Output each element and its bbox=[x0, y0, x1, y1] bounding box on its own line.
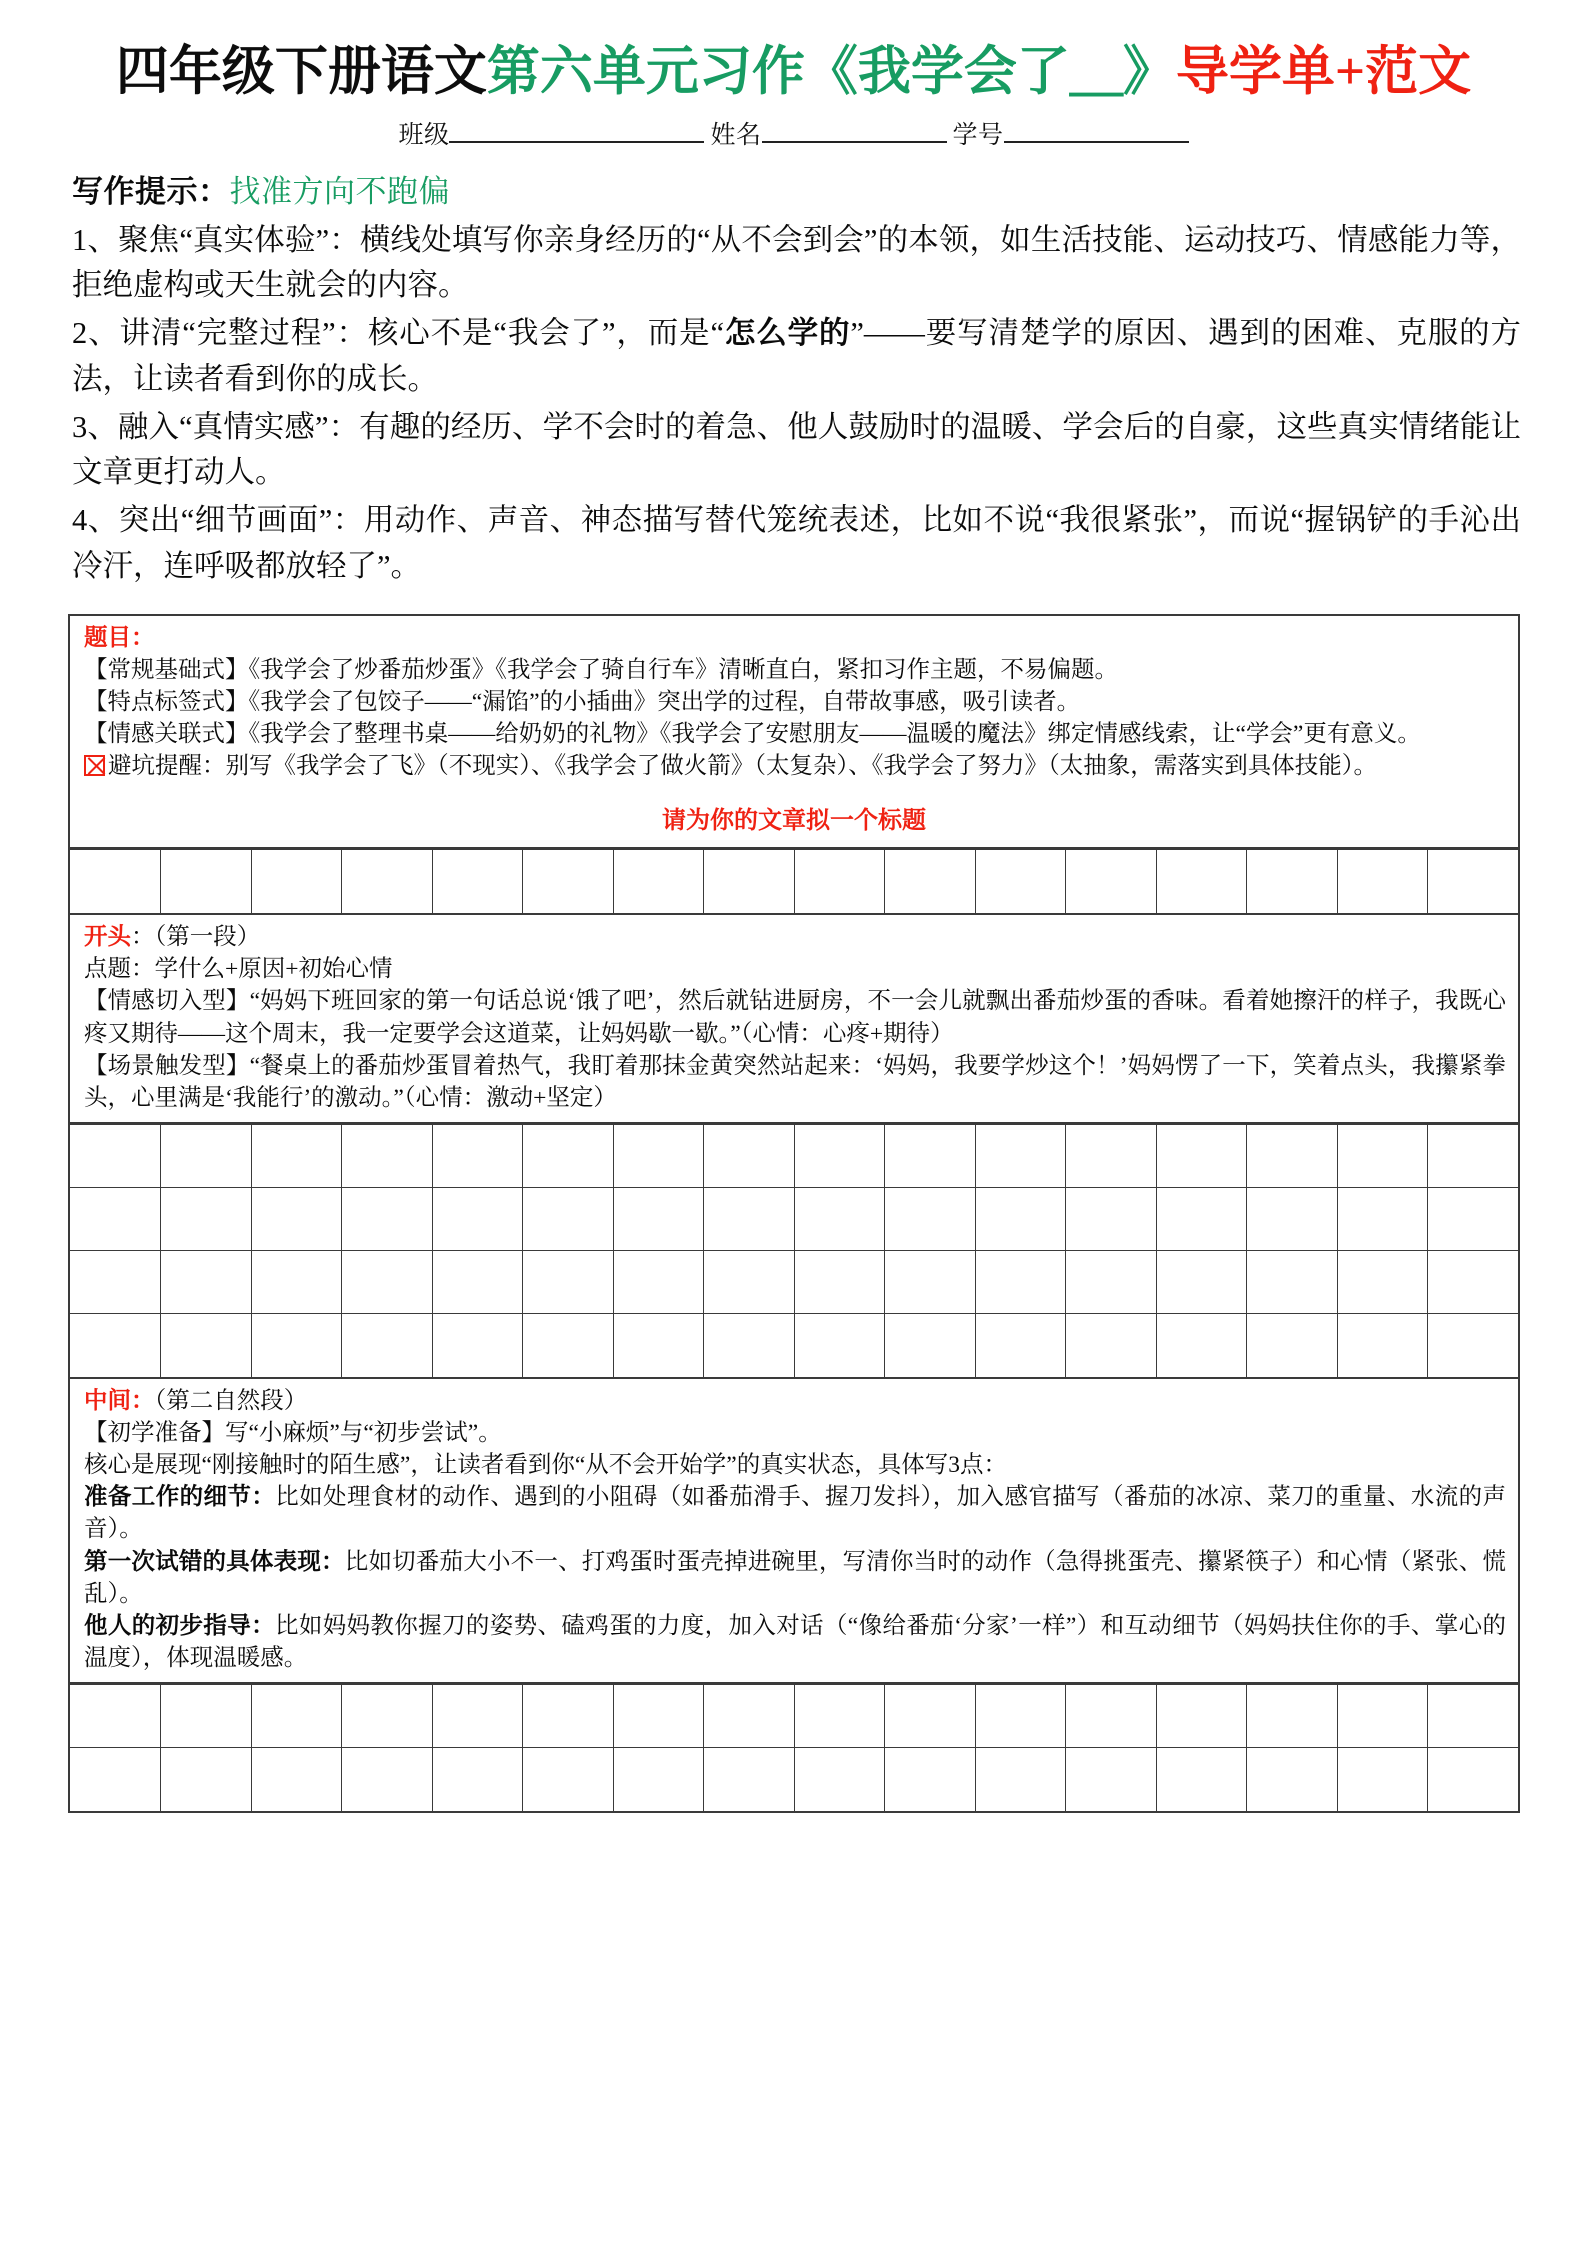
grid-cell[interactable] bbox=[613, 1685, 704, 1748]
grid-cell[interactable] bbox=[975, 1314, 1066, 1377]
grid-cell[interactable] bbox=[704, 1188, 795, 1251]
grid-cell[interactable] bbox=[1337, 1251, 1428, 1314]
grid-cell[interactable] bbox=[523, 850, 614, 913]
title-section-label: 题目： bbox=[84, 624, 155, 651]
grid-cell[interactable] bbox=[342, 1251, 433, 1314]
grid-cell[interactable] bbox=[794, 850, 885, 913]
opening-section-body bbox=[70, 915, 1518, 1122]
middle-bullet-3-body: 比如妈妈教你握刀的姿势、磕鸡蛋的力度，加入对话（“像给番茄‘分家’一样”）和互动细节（妈妈扶住你的手、掌心的温度），体现温暖感。 bbox=[84, 1612, 1506, 1672]
grid-cell[interactable] bbox=[613, 850, 704, 913]
grid-cell[interactable] bbox=[794, 1314, 885, 1377]
grid-cell[interactable] bbox=[1156, 1314, 1247, 1377]
middle-section-heading bbox=[84, 1385, 1506, 1417]
grid-cell[interactable] bbox=[432, 1314, 523, 1377]
grid-cell[interactable] bbox=[161, 1748, 252, 1811]
middle-section-line-1: 【初学准备】写“小麻烦”与“初步尝试”。 bbox=[84, 1419, 502, 1446]
title-part-black: 四年级下册语文 bbox=[115, 43, 487, 101]
title-section bbox=[70, 616, 1518, 915]
grid-cell[interactable] bbox=[432, 1251, 523, 1314]
grid-cell[interactable] bbox=[70, 1685, 161, 1748]
grid-cell[interactable] bbox=[161, 1685, 252, 1748]
grid-cell[interactable] bbox=[885, 1314, 976, 1377]
title-section-line-3: 【情感关联式】《我学会了整理书桌——给奶奶的礼物》《我学会了安慰朋友——温暖的魔法》绑定情感线索，让“学会”更有意义。 bbox=[84, 721, 1421, 748]
grid-cell[interactable] bbox=[704, 1685, 795, 1748]
grid-cell[interactable] bbox=[1156, 1748, 1247, 1811]
grid-cell[interactable] bbox=[1066, 1125, 1157, 1188]
grid-cell[interactable] bbox=[1337, 1685, 1428, 1748]
opening-section-line-2: 【场景触发型】“餐桌上的番茄炒蛋冒着热气，我盯着那抹金黄突然站起来：‘妈妈，我要学炒这个！’妈妈愣了一下，笑着点头，我攥紧拳头，心里满是‘我能行’的激动。”（心情：激动+坚定） bbox=[84, 1052, 1506, 1111]
title-section-line-2: 【特点标签式】《我学会了包饺子——“漏馅”的小插曲》突出学的过程，自带故事感，吸引读者。 bbox=[84, 688, 1081, 715]
grid-cell[interactable] bbox=[1247, 1188, 1338, 1251]
grid-row bbox=[70, 1188, 1518, 1251]
grid-cell[interactable] bbox=[1066, 1251, 1157, 1314]
grid-cell[interactable] bbox=[794, 1125, 885, 1188]
grid-cell[interactable] bbox=[1428, 850, 1519, 913]
grid-cell[interactable] bbox=[1247, 1125, 1338, 1188]
grid-cell[interactable] bbox=[251, 1314, 342, 1377]
prompt-heading bbox=[72, 169, 1521, 216]
grid-cell[interactable] bbox=[342, 1125, 433, 1188]
grid-row bbox=[70, 1125, 1518, 1188]
grid-cell[interactable] bbox=[975, 1748, 1066, 1811]
grid-cell[interactable] bbox=[1066, 850, 1157, 913]
grid-cell[interactable] bbox=[342, 1685, 433, 1748]
name-label: 姓名 bbox=[710, 122, 762, 149]
grid-cell[interactable] bbox=[975, 1685, 1066, 1748]
grid-cell[interactable] bbox=[523, 1251, 614, 1314]
grid-cell[interactable] bbox=[1337, 1125, 1428, 1188]
grid-cell[interactable] bbox=[1066, 1314, 1157, 1377]
grid-cell[interactable] bbox=[1066, 1188, 1157, 1251]
grid-cell[interactable] bbox=[1337, 1314, 1428, 1377]
prompt-heading-hint: 找准方向不跑偏 bbox=[229, 174, 450, 209]
grid-row bbox=[70, 1251, 1518, 1314]
grid-cell[interactable] bbox=[885, 850, 976, 913]
class-label: 班级 bbox=[398, 122, 450, 149]
grid-cell[interactable] bbox=[342, 1748, 433, 1811]
worksheet-sheet bbox=[68, 614, 1520, 1813]
title-part-red: 导学单+范文 bbox=[1175, 43, 1472, 101]
grid-cell[interactable] bbox=[975, 1188, 1066, 1251]
page-title bbox=[0, 0, 1587, 99]
prompt-item-3: 3、融入“真情实感”：有趣的经历、学不会时的着急、他人鼓励时的温暖、学会后的自豪，这些真实情绪能让文章更打动人。 bbox=[72, 409, 1521, 490]
middle-bullet-2-head: 第一次试错的具体表现： bbox=[84, 1548, 345, 1575]
title-part-green: 第六单元习作《我学会了＿》 bbox=[486, 43, 1176, 101]
grid-cell[interactable] bbox=[342, 1188, 433, 1251]
grid-cell[interactable] bbox=[432, 1685, 523, 1748]
title-section-body bbox=[70, 616, 1518, 791]
grid-cell[interactable] bbox=[885, 1685, 976, 1748]
middle-bullet-3 bbox=[84, 1610, 1506, 1674]
grid-cell[interactable] bbox=[161, 1251, 252, 1314]
prompt-item-2 bbox=[72, 311, 1521, 403]
middle-bullet-2 bbox=[84, 1546, 1506, 1610]
title-section-warning-text: 避坑提醒：别写《我学会了飞》（不现实）、《我学会了做火箭》（太复杂）、《我学会了努力》（太抽象，需落实到具体技能）。 bbox=[108, 753, 1377, 780]
grid-cell[interactable] bbox=[70, 1125, 161, 1188]
opening-section-subtitle: 点题：学什么+原因+初始心情 bbox=[84, 956, 393, 983]
grid-cell[interactable] bbox=[704, 1314, 795, 1377]
grid-cell[interactable] bbox=[161, 1125, 252, 1188]
grid-cell[interactable] bbox=[70, 1251, 161, 1314]
grid-cell[interactable] bbox=[794, 1748, 885, 1811]
grid-cell[interactable] bbox=[1066, 1748, 1157, 1811]
prompt-item-2-bold: 怎么学的 bbox=[724, 316, 851, 350]
grid-cell[interactable] bbox=[794, 1188, 885, 1251]
middle-bullet-2-body: 比如切番茄大小不一、打鸡蛋时蛋壳掉进碗里，写清你当时的动作（急得挑蛋壳、攥紧筷子）和心情（紧张、慌乱）。 bbox=[84, 1548, 1507, 1607]
grid-cell[interactable] bbox=[1247, 1748, 1338, 1811]
grid-cell[interactable] bbox=[251, 1188, 342, 1251]
grid-cell[interactable] bbox=[251, 1125, 342, 1188]
grid-cell[interactable] bbox=[613, 1314, 704, 1377]
writing-prompts bbox=[72, 169, 1521, 590]
grid-cell[interactable] bbox=[523, 1748, 614, 1811]
grid-row bbox=[70, 1314, 1518, 1377]
grid-cell[interactable] bbox=[1156, 1251, 1247, 1314]
boxed-x-icon bbox=[84, 755, 105, 776]
grid-cell[interactable] bbox=[613, 1748, 704, 1811]
grid-row bbox=[70, 1685, 1518, 1748]
number-input[interactable] bbox=[1004, 141, 1189, 143]
grid-cell[interactable] bbox=[1337, 850, 1428, 913]
grid-cell[interactable] bbox=[70, 850, 161, 913]
grid-cell[interactable] bbox=[975, 1125, 1066, 1188]
grid-cell[interactable] bbox=[975, 1251, 1066, 1314]
grid-cell[interactable] bbox=[704, 850, 795, 913]
grid-cell[interactable] bbox=[1428, 1314, 1519, 1377]
grid-cell[interactable] bbox=[432, 850, 523, 913]
number-label: 学号 bbox=[952, 122, 1004, 149]
opening-answer-grid[interactable] bbox=[70, 1122, 1518, 1377]
grid-cell[interactable] bbox=[1247, 850, 1338, 913]
grid-cell[interactable] bbox=[1428, 1748, 1519, 1811]
grid-cell[interactable] bbox=[885, 1188, 976, 1251]
prompt-item-1: 1、聚焦“真实体验”：横线处填写你亲身经历的“从不会到会”的本领，如生活技能、运动技巧、情感能力等，拒绝虚构或天生就会的内容。 bbox=[72, 222, 1521, 303]
middle-section bbox=[70, 1379, 1518, 1811]
grid-cell[interactable] bbox=[342, 1314, 433, 1377]
grid-cell[interactable] bbox=[1337, 1188, 1428, 1251]
opening-section-line-1: 【情感切入型】“妈妈下班回家的第一句话总说‘饿了吧’，然后就钻进厨房，不一会儿就飘出番茄炒蛋的香味。看着她擦汗的样子，我既心疼又期待——这个周末，我一定要学会这道菜，让妈妈歇一歇。”（心情：心疼+期待） bbox=[84, 988, 1506, 1047]
title-call-to-action: 请为你的文章拟一个标题 bbox=[662, 808, 926, 835]
grid-cell[interactable] bbox=[613, 1125, 704, 1188]
grid-cell[interactable] bbox=[1428, 1685, 1519, 1748]
grid-cell[interactable] bbox=[1066, 1685, 1157, 1748]
grid-cell[interactable] bbox=[523, 1188, 614, 1251]
grid-cell[interactable] bbox=[1156, 850, 1247, 913]
grid-cell[interactable] bbox=[1156, 1188, 1247, 1251]
grid-cell[interactable] bbox=[342, 850, 433, 913]
grid-row bbox=[70, 1748, 1518, 1811]
grid-cell[interactable] bbox=[1247, 1251, 1338, 1314]
grid-cell[interactable] bbox=[523, 1125, 614, 1188]
opening-section bbox=[70, 915, 1518, 1379]
grid-cell[interactable] bbox=[70, 1314, 161, 1377]
title-answer-grid[interactable] bbox=[70, 847, 1518, 913]
grid-cell[interactable] bbox=[161, 850, 252, 913]
middle-section-label: 中间： bbox=[84, 1387, 155, 1414]
grid-cell[interactable] bbox=[1247, 1685, 1338, 1748]
grid-row bbox=[70, 850, 1518, 913]
grid-cell[interactable] bbox=[975, 850, 1066, 913]
grid-cell[interactable] bbox=[432, 1748, 523, 1811]
opening-section-label-rest: ：（第一段） bbox=[131, 923, 261, 950]
grid-cell[interactable] bbox=[885, 1125, 976, 1188]
class-input[interactable] bbox=[449, 141, 704, 143]
name-input[interactable] bbox=[762, 141, 947, 143]
title-section-warning bbox=[84, 750, 1506, 782]
grid-cell[interactable] bbox=[1428, 1251, 1519, 1314]
grid-cell[interactable] bbox=[1428, 1125, 1519, 1188]
student-info-row bbox=[0, 115, 1587, 151]
grid-cell[interactable] bbox=[1428, 1188, 1519, 1251]
title-section-line-1: 【常规基础式】《我学会了炒番茄炒蛋》《我学会了骑自行车》清晰直白，紧扣习作主题，不易偏题。 bbox=[84, 656, 1118, 683]
grid-cell[interactable] bbox=[704, 1748, 795, 1811]
middle-bullet-3-head: 他人的初步指导： bbox=[84, 1612, 275, 1639]
grid-cell[interactable] bbox=[613, 1188, 704, 1251]
grid-cell[interactable] bbox=[251, 850, 342, 913]
grid-cell[interactable] bbox=[1156, 1125, 1247, 1188]
grid-cell[interactable] bbox=[161, 1188, 252, 1251]
grid-cell[interactable] bbox=[432, 1188, 523, 1251]
opening-section-heading bbox=[84, 921, 1506, 953]
grid-cell[interactable] bbox=[523, 1314, 614, 1377]
grid-cell[interactable] bbox=[794, 1685, 885, 1748]
grid-cell[interactable] bbox=[1337, 1748, 1428, 1811]
opening-section-label: 开头 bbox=[84, 923, 131, 950]
grid-cell[interactable] bbox=[613, 1251, 704, 1314]
middle-section-line-2: 核心是展现“刚接触时的陌生感”，让读者看到你“从不会开始学”的真实状态，具体写3点： bbox=[84, 1451, 1007, 1478]
middle-bullet-1-body: 比如处理食材的动作、遇到的小阻碍（如番茄滑手、握刀发抖），加入感官描写（番茄的冰凉、菜刀的重量、水流的声音）。 bbox=[84, 1484, 1507, 1543]
middle-bullet-1-head: 准备工作的细节： bbox=[84, 1484, 276, 1511]
middle-bullet-1 bbox=[84, 1481, 1506, 1545]
grid-cell[interactable] bbox=[70, 1748, 161, 1811]
grid-cell[interactable] bbox=[251, 1685, 342, 1748]
grid-cell[interactable] bbox=[70, 1188, 161, 1251]
grid-cell[interactable] bbox=[251, 1251, 342, 1314]
prompt-item-2-text: 2、讲清“完整过程”：核心不是“我会了”，而是“怎么学的”——要写清楚学的原因、遇到的困难、克服的方法，让读者看到你的成长。 bbox=[72, 316, 1522, 396]
grid-cell[interactable] bbox=[794, 1251, 885, 1314]
prompt-item-4: 4、突出“细节画面”：用动作、声音、神态描写替代笼统表述，比如不说“我很紧张”，而说“握锅铲的手沁出冷汗，连呼吸都放轻了”。 bbox=[72, 503, 1521, 583]
middle-answer-grid[interactable] bbox=[70, 1682, 1518, 1811]
grid-cell[interactable] bbox=[432, 1125, 523, 1188]
grid-cell[interactable] bbox=[704, 1125, 795, 1188]
grid-cell[interactable] bbox=[885, 1748, 976, 1811]
prompt-heading-label: 写作提示： bbox=[72, 174, 230, 209]
middle-section-body bbox=[70, 1379, 1518, 1683]
grid-cell[interactable] bbox=[885, 1251, 976, 1314]
grid-cell[interactable] bbox=[1247, 1314, 1338, 1377]
middle-section-label-rest: （第二自然段） bbox=[154, 1387, 308, 1414]
grid-cell[interactable] bbox=[251, 1748, 342, 1811]
grid-cell[interactable] bbox=[161, 1314, 252, 1377]
grid-cell[interactable] bbox=[1156, 1685, 1247, 1748]
grid-cell[interactable] bbox=[523, 1685, 614, 1748]
grid-cell[interactable] bbox=[704, 1251, 795, 1314]
